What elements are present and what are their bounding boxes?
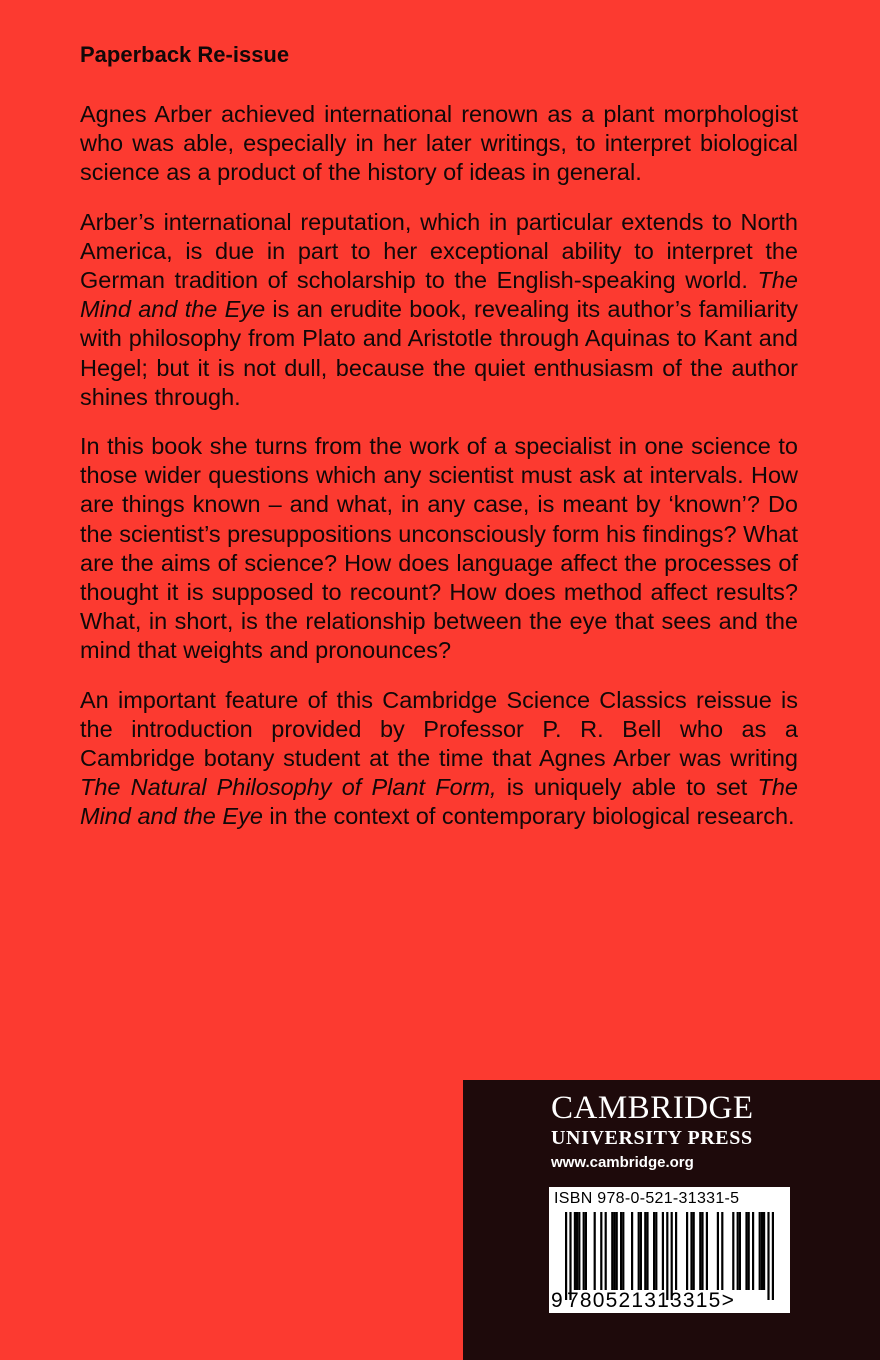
reissue-heading: Paperback Re-issue [80,42,290,67]
book-title-italic: The Mind and the Eye [80,267,798,323]
isbn-label: ISBN 978-0-521-31331-5 [554,1190,740,1207]
barcode-bar [699,1212,701,1290]
barcode-bar [772,1212,774,1300]
barcode-bar [721,1212,723,1290]
barcode-bar [748,1212,750,1290]
publisher-name: CAMBRIDGE [551,1090,754,1126]
barcode-bar [717,1212,719,1290]
barcode-bar [666,1212,668,1300]
barcode-bar [655,1212,657,1290]
barcode-bar [662,1212,664,1290]
barcode-bar [653,1212,655,1290]
barcode-bar [701,1212,703,1290]
publisher-subname: UNIVERSITY PRESS [551,1127,753,1149]
barcode-bar [600,1212,602,1290]
book-title-italic: The Mind and the Eye [80,774,798,830]
barcode-bar [644,1212,646,1290]
barcode-bar [763,1212,765,1290]
publisher-url: www.cambridge.org [551,1154,694,1171]
paragraph-text: Agnes Arber achieved international renown as a plant morphologist who was able, especially in her later writings, to interpret biological science as a product of the history of ideas in general. [80,101,798,186]
paragraph-text: in the context of contemporary biological research. [262,803,795,830]
barcode-bar [583,1212,585,1290]
barcode-bar [594,1212,596,1290]
barcode-bar [620,1212,622,1290]
barcode-bar [622,1212,624,1290]
barcode-bar [576,1212,578,1290]
barcode-bar [605,1212,607,1290]
barcode-bar [565,1212,567,1300]
paragraph-text: An important feature of this Cambridge Science Classics reissue is the introduction provided by Professor P. R. Bell who as a Cambridge botany student at the time that Agnes Arber was writing [80,686,798,772]
paragraph-text: is an erudite book, revealing its author’s familiarity with philosophy from Plato and Aristotle through Aquinas to Kant and Hegel; but it is not dull, because the quiet enthusiasm of the author shines through. [80,296,798,410]
barcode-bar [675,1212,677,1290]
barcode-bar [616,1212,618,1290]
barcode-bar [767,1212,769,1300]
barcode-bar [578,1212,580,1290]
ean-first-digit: 9 [551,1289,564,1312]
barcode-bar [686,1212,688,1290]
barcode-bar [739,1212,741,1290]
blurb-paragraph [80,100,798,188]
barcode-bar [631,1212,633,1290]
ean-digit-string: 780521313315 [567,1289,722,1312]
barcode-bar [706,1212,708,1290]
barcode-bar [752,1212,754,1290]
blurb-paragraph [80,686,798,832]
barcode-bar [569,1212,571,1300]
publisher-box [463,1080,880,1360]
back-cover-text [80,40,798,852]
blurb-paragraphs [80,100,798,832]
barcode-bar [745,1212,747,1290]
ean-main-digits [567,1290,735,1312]
paragraph-text: Arber’s international reputation, which in particular extends to North America, is due in part to her exceptional ability to interpret the German tradition of scholarship to the English-speaking world. [80,208,798,294]
barcode-bar [574,1212,576,1290]
barcode-bar [640,1212,642,1290]
barcode-bar [732,1212,734,1290]
blurb-paragraph [80,208,798,412]
isbn-barcode [549,1187,790,1313]
barcode-bar [671,1212,673,1300]
barcode-bar [613,1212,615,1290]
barcode-bar [638,1212,640,1290]
barcode-bar [737,1212,739,1290]
barcode-bar [693,1212,695,1290]
barcode-bar [646,1212,648,1290]
paragraph-text: In this book she turns from the work of a specialist in one science to those wider questions which any scientist must ask at intervals. How are things known – and what, in any case, is meant by ‘known’? Do the scientist’s presuppositions unconsciously form his findings? What are the aims of science? How does language affect the processes of thought it is supposed to recount? How does method affect results? What, in short, is the relationship between the eye that sees and the mind that weights and pronounces? [80,433,798,664]
paragraph-text: is uniquely able to set [496,774,758,801]
barcode-bar [611,1212,613,1290]
barcode-bar [759,1212,761,1290]
blurb-paragraph [80,432,798,666]
barcode-bar [690,1212,692,1290]
book-title-italic: The Natural Philosophy of Plant Form, [80,774,497,801]
ean-end-mark: > [721,1289,736,1312]
barcode-bar [761,1212,763,1290]
barcode-bar [585,1212,587,1290]
